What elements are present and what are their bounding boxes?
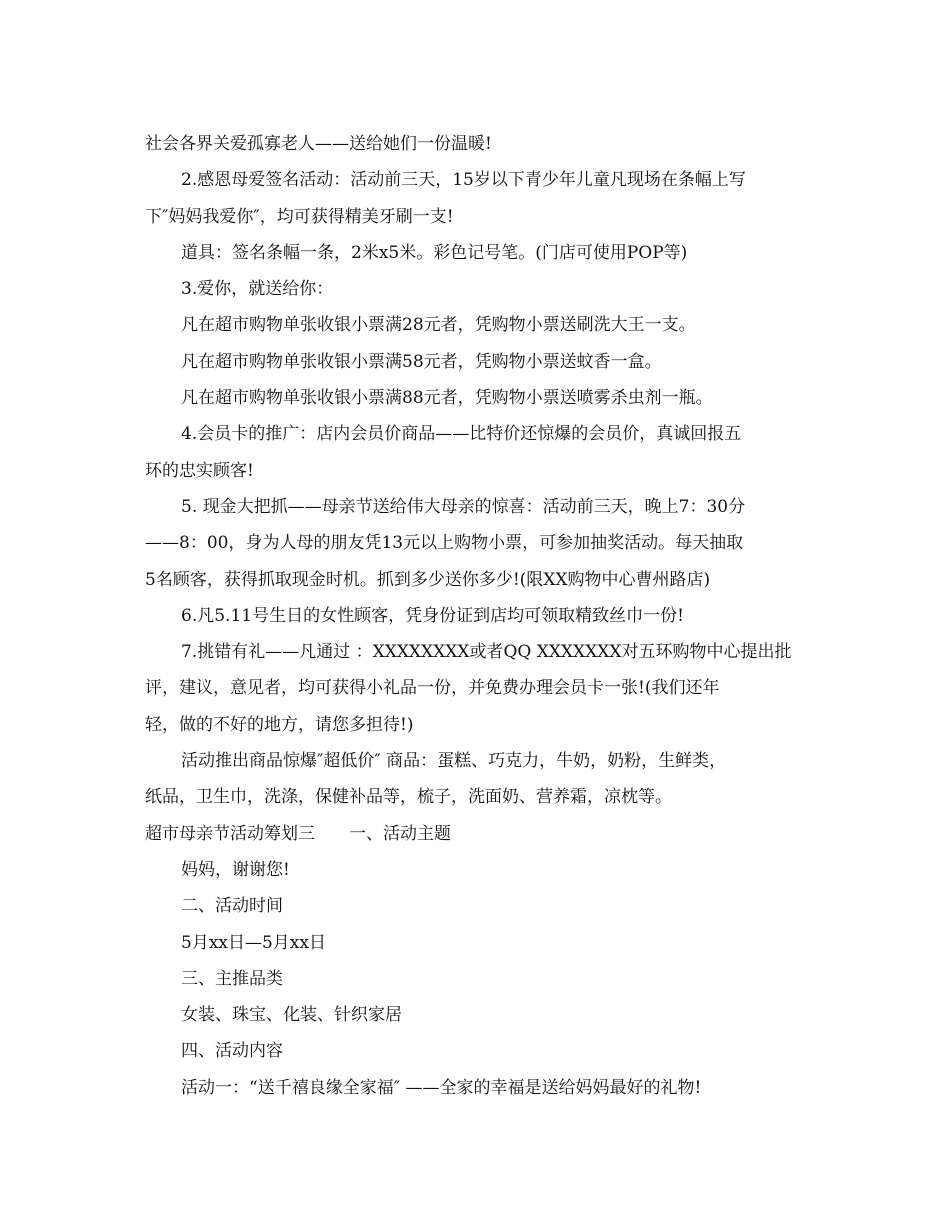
text-line: 6.凡5.11号生日的女性顾客，凭身份证到店均可领取精致丝巾一份! <box>181 605 684 626</box>
text-line: 下″妈妈我爱你″，均可获得精美牙刷一支! <box>145 206 454 227</box>
text-line: 环的忠实顾客! <box>145 460 254 481</box>
text-line: 凡在超市购物单张收银小票满28元者，凭购物小票送刷洗大王一支。 <box>181 315 696 336</box>
text-line: 道具：签名条幅一条，2米x5米。彩色记号笔。(门店可使用POP等) <box>181 242 688 263</box>
document-body <box>145 126 810 1106</box>
text-line: 2.感恩母爱签名活动：活动前三天，15岁以下青少年儿童凡现场在条幅上写 <box>181 170 746 191</box>
text-line: 5. 现金大把抓——母亲节送给伟大母亲的惊喜：活动前三天，晚上7：30分 <box>181 496 746 517</box>
text-line: 7.挑错有礼——凡通过 ：XXXXXXXX或者QQ XXXXXXX对五环购物中心提出批 <box>181 642 792 663</box>
text-line: 3.爱你，就送给你： <box>181 279 334 300</box>
text-line: 凡在超市购物单张收银小票满88元者，凭购物小票送喷雾杀虫剂一瓶。 <box>181 388 713 409</box>
text-line: 妈妈，谢谢您! <box>181 859 290 880</box>
text-line: 5名顾客，获得抓取现金时机。抓到多少送你多少!(限XX购物中心曹州路店) <box>145 569 711 590</box>
text-line: 活动推出商品惊爆″超低价″ 商品：蛋糕、巧克力，牛奶，奶粉，生鲜类， <box>181 751 727 772</box>
text-line: 凡在超市购物单张收银小票满58元者，凭购物小票送蚊香一盒。 <box>181 351 662 372</box>
subheading: 二、活动时间 <box>181 896 283 917</box>
text-line: 女装、珠宝、化装、针织家居 <box>181 1005 402 1026</box>
text-line: 评，建议，意见者，均可获得小礼品一份，并免费办理会员卡一张!(我们还年 <box>145 678 720 699</box>
text-line: 活动一：“送千禧良缘全家福″ ——全家的幸福是送给妈妈最好的礼物! <box>181 1077 702 1098</box>
text-line: 5月xx日—5月xx日 <box>181 932 326 953</box>
text-line: 轻，做的不好的地方，请您多担待!) <box>145 714 414 735</box>
text-line: 纸品，卫生巾，洗涤，保健补品等，梳子，洗面奶、营养霜，凉枕等。 <box>145 787 672 808</box>
text-line: ——8：00，身为人母的朋友凭13元以上购物小票，可参加抽奖活动。每天抽取 <box>145 533 744 554</box>
text-line: 社会各界关爱孤寡老人——送给她们一份温暖! <box>145 134 492 154</box>
subheading: 三、主推品类 <box>181 968 283 989</box>
text-line: 4.会员卡的推广：店内会员价商品——比特价还惊爆的会员价，真诚回报五 <box>181 424 742 445</box>
subheading: 四、活动内容 <box>181 1041 283 1062</box>
section-heading: 超市母亲节活动筹划三 一、活动主题 <box>145 823 451 844</box>
